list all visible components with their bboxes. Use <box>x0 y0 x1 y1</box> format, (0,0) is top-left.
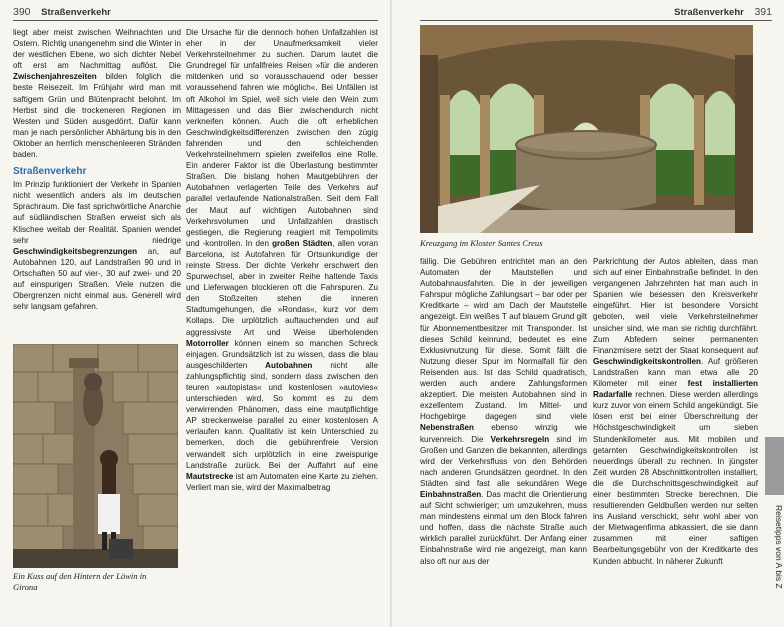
column-2-paragraph <box>186 27 378 493</box>
left-page-number: 390 <box>13 6 31 18</box>
bold-term: Autobahnen <box>265 360 313 370</box>
bold-term: Nebenstraßen <box>420 423 474 433</box>
left-running-head: Straßenverkehr <box>41 7 111 18</box>
text-run: . Auf größeren Landstraßen kann man etwa alle 20 Kilometer mit einer <box>593 356 758 389</box>
bold-term: Geschwindigkeitskontrollen <box>593 356 701 366</box>
section-paragraph <box>13 179 181 312</box>
text-run: ebenso winzig wie kurvenreich. Die <box>420 423 587 444</box>
text-run: . Das macht die Orientierung auf Sicht schwieriger; um umzukehren, muss man mindestens einmal um den Block fahren und hoffen, dass die nächste Straße auch wirklich parallel zurückführt. Der Anfang einer Einbahnstraße wird nie angezeigt, man kann also oft nur aus der <box>420 489 587 566</box>
text-run: liegt aber meist zwischen Weihnachten und Ostern. Richtig unangenehm sind die Winter in der westlichen Ebene, wo sich dichter Nebel oft erst am Nachmittag auflöst. Die <box>13 28 181 71</box>
bold-term: fest installierten Radarfalle <box>593 379 758 400</box>
girona-photo-caption: Ein Kuss auf den Hintern der Löwin in Girona <box>13 571 147 592</box>
text-run: nicht alle zahlungspflichtig sind, sondern dass zwischen den teuren »autopistas« und kostenlosen »autovies« unterschieden wird. So kommt es zu dem verwirrenden Phänomen, dass eine mautpflichtige AP streckenweise parallel zu einer kostenlosen A verlaufen kann. Qualitativ ist kein Unterschied zu bemerken, doch die gebührenfreie Version verwandelt sich urplötzlich in eine zweispurige Landstraße zurück. Bei der Auffahrt auf eine <box>186 360 378 470</box>
right-column-1 <box>420 256 587 621</box>
cloister-photo-caption: Kreuzgang im Kloster Santes Creus <box>420 238 543 248</box>
bold-term: Geschwindigkeitsbegrenzungen <box>13 246 138 256</box>
text-run: Die Ursache für die dennoch hohen Unfallzahlen ist eher in der Unaufmerksamkeit vieler Verkehrsteilnehmer zu suchen. Darum lautet die Grundregel für unfallfreies Reisen »für die anderen mitdenken und so vorausschauend oder besser voraussehend fahren wie möglich«. Bei Unfällen ist oft Alkohol im Spiel, weil sich viele den Wein zum Mittagessen und das Bier zwischendurch nicht verkneifen können. Auch die oft erheblichen Geschwindigkeitsdifferenzen zwischen den zügig fahrenden und den schleichenden Verkehrsteilnehmern spielen zweifellos eine Rolle. Ein anderer Faktor ist die Überlastung bestimmter Straßen. Die bislang hohen Mautgebühren der Autobahnen verlagerten Teile des Verkehrs auf parallel verlaufende Nationalstraßen. Seit dem Fall der Maut auf wichtigen Autobahnen sind Verkehrsvolumen und Unfallzahlen drastisch gestiegen, die Regierung reagiert mit Tempolimits und -kontrollen. In den <box>186 28 378 248</box>
chapter-side-title: Reisetipps von A bis Z <box>774 505 784 589</box>
bold-term: Einbahnstraßen <box>420 489 482 499</box>
text-run: Parkrichtung der Autos ableiten, dass man sich auf einer Einbahnstraße befindet. In den vergangenen Jahrzehnten hat man auch in Spanien wie besessen den Kreisverkehr eingeführt. Hier ist besondere Vorsicht geboten, weil viele Verkehrsteilnehmer unsicher sind, wie man sie richtig durchfährt. Zum Abfedern seiner permanenten Finanzmisere setzt der Staat konsequent auf <box>593 257 758 355</box>
right-running-head: Straßenverkehr <box>674 7 744 18</box>
bold-term: Verkehrsregeln <box>490 434 550 444</box>
text-run: fällig. Die Gebühren entrichtet man an den Automaten der Mautstellen und Autobahnausfahrten. Die in der jeweiligen Fahrspur mögliche Zahlungsart – bar oder per Kreditkarte – wird am Dach der Mautstelle angezeigt. Ein weißes T auf blauem Grund gilt für Abonnementbesitzer mit Transponder. Ist dieses Schild keinrund, bedeutet es eine Exklusivnutzung für diese. Somit fällt die Nutzung dieser Spur im Normalfall für den Reisenden aus. Ist das Schild quadratisch, werden auch andere Zahlungsformen akzeptiert. Die meisten Autobahnen sind in exzellentem Zustand. Im Mittel- und Hochgebirge dagegen sind viele <box>420 257 587 422</box>
right-running-header <box>662 6 772 20</box>
text-run: an, auf Autobahnen 120, auf Landstraßen 90 und in Ortschaften 50 auf vier-, 30 auf zwei- und 20 auf einspurigen Straßen. Viele nutzen die Obergrenzen nicht einmal aus. Generell wird sehr langsam gefahren. <box>13 246 181 312</box>
text-run: Im Prinzip funktioniert der Verkehr in Spanien nicht wesentlich anders als im deutschen Sprachraum. Die fast sprichwörtliche Anarchie auf südländischen Straßen erweist sich als Klischee weitab der Realität. Spanien wendet sehr niedrige <box>13 180 181 245</box>
bold-term: Mautstrecke <box>186 471 234 481</box>
right-page-number: 391 <box>754 6 772 18</box>
left-column-2 <box>186 27 378 625</box>
girona-lion-photo <box>13 344 178 568</box>
text-run: rechnen. Diese werden allerdings kurz zuvor von einem Schild angekündigt. Sie lösen erst bei einer Überschreitung der Höchstgeschwindigkeit um sieben Stundenkilometer aus. Mit mobilen und getarnten Geschwindigkeitskontrollen ist neuerdings überall zu rechnen. In jüngster Zeit wurden 28 Abschnittkontrollen installiert, die die Durchschnittsgeschwindigkeit auf einer bestimmten Strecke berechnen. Die resultierenden Geldbußen werden nur selten ins Ausland verschickt, sehr wohl aber von der Mietwagenfirma abkassiert, die sie dann zusammen mit einer saftigen Bearbeitungsgebühr von der Kreditkarte des Kunden abbucht. In näherer Zukunft <box>593 390 758 566</box>
right-column-2-paragraph <box>593 256 758 567</box>
text-run: , allen voran Barcelona, ist Autofahren für Ortsunkundige der reinste Stress. Der dichte Verkehr erschwert den Spurwechsel, aber in zweiter Reihe haltende Taxis und Lieferwagen blockieren oft die Fahrspuren. Zu den Stoßzeiten stehen die inneren Stadtumgehungen, die »Rondas«, kurz vor dem Kollaps. Die urplötzlich auftauchenden und auf aggressivste Art und Weise überholenden <box>186 238 379 337</box>
right-column-1-paragraph <box>420 256 587 567</box>
left-running-header <box>13 6 383 20</box>
text-run: können einem so manchen Schreck einjagen. Grundsätzlich ist zu wissen, dass die blau ausgeschilderten <box>186 338 378 370</box>
bold-term: Zwischenjahreszeiten <box>13 72 97 82</box>
bold-term: Motorroller <box>186 338 229 348</box>
intro-paragraph <box>13 27 181 160</box>
bold-term: großen Städten <box>272 238 333 248</box>
text-run: bilden folglich die beste Reisezeit. Im Frühjahr wird man mit saftigem Grün und Blütenpracht belohnt. Im Herbst sind die trockeneren Regionen im Westen und Süden ausgedörrt. Dafür kann man je nach persönlicher Abhärtung bis in den Oktober an herrlich menschenleeren Stränden baden. <box>13 72 181 160</box>
text-run: sind im Großen und Ganzen die bekannten, allerdings wird der Verkehrsfluss von den Behörden nach anderen Grundsätzen geordnet. In den Städten sind fast alle sekundären Wege <box>420 434 587 488</box>
cloister-photo <box>420 25 753 233</box>
left-header-rule <box>13 20 378 21</box>
text-run: ist am Automaten eine Karte zu ziehen. Verliert man sie, wird der Maximalbetrag <box>186 471 378 492</box>
right-column-2 <box>593 256 758 621</box>
section-heading: Straßenverkehr <box>13 166 87 178</box>
chapter-tab <box>765 437 784 495</box>
right-page <box>392 0 784 627</box>
right-header-rule <box>420 20 772 21</box>
